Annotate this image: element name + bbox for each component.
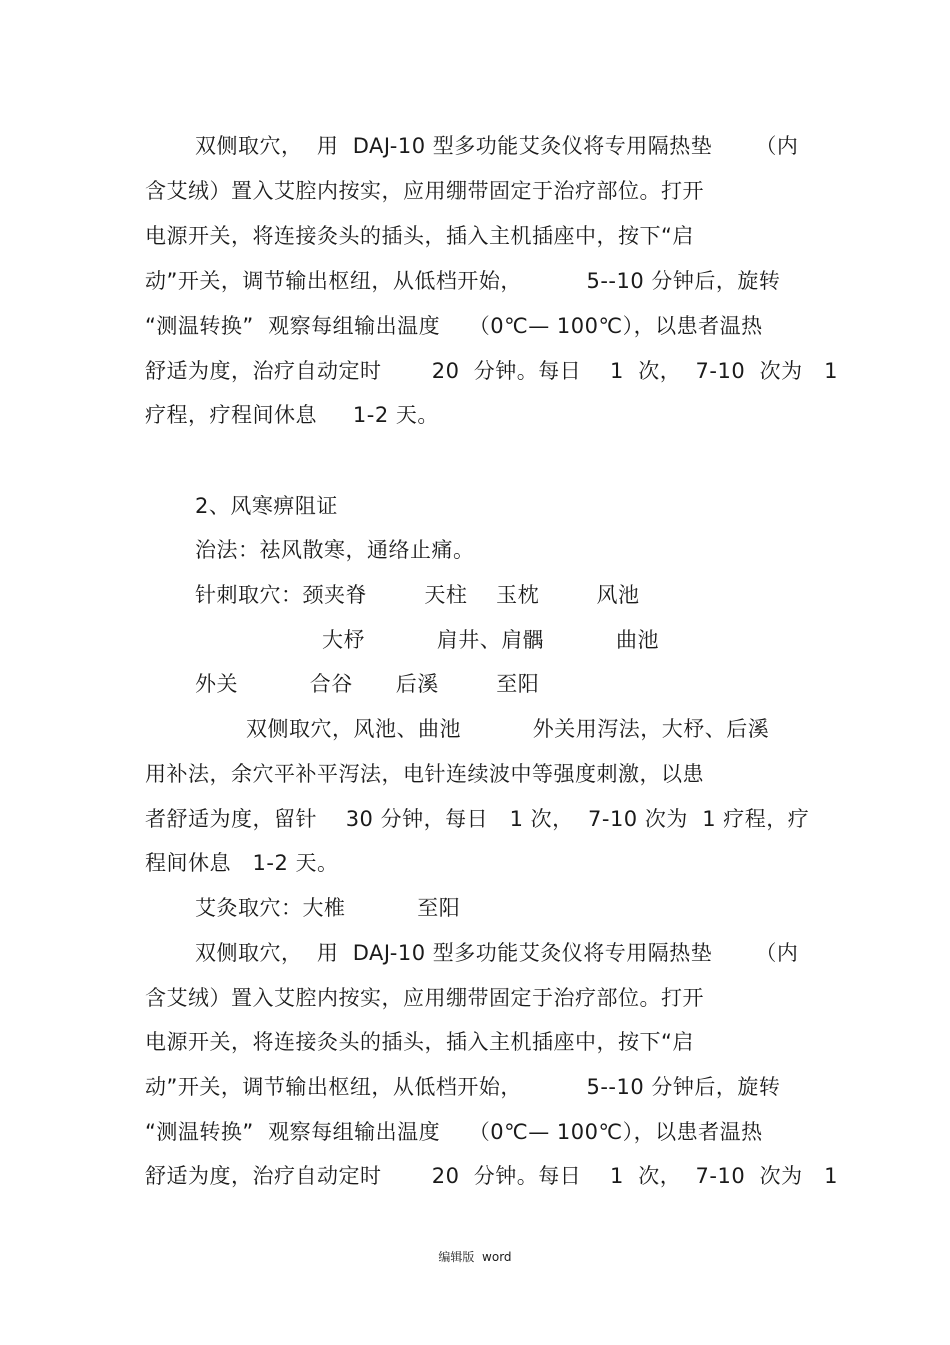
text-line: 电源开关，将连接灸头的插头，插入主机插座中，按下“启 (145, 1030, 694, 1054)
text-line: 艾灸取穴：大椎 至阳 (195, 896, 461, 920)
text-line: 舒适为度，治疗自动定时 20 分钟。每日 1 次， 7-10 次为 1 (145, 359, 838, 383)
text-line: 动”开关，调节输出枢纽，从低档开始， 5--10 分钟后，旋转 (145, 269, 781, 293)
text-line: 用补法，余穴平补平泻法，电针连续波中等强度刺激，以患 (145, 762, 704, 786)
page-footer: 编辑版 word (438, 1250, 512, 1264)
text-line: 大杼 肩井、肩髃 曲池 (322, 628, 660, 652)
text-line: 含艾绒）置入艾腔内按实，应用绷带固定于治疗部位。打开 (145, 986, 704, 1010)
text-line: 疗程，疗程间休息 1-2 天。 (145, 403, 439, 427)
text-line: “测温转换” 观察每组输出温度 （0℃— 100℃），以患者温热 (145, 1120, 763, 1144)
text-line: 动”开关，调节输出枢纽，从低档开始， 5--10 分钟后，旋转 (145, 1075, 781, 1099)
text-line: 者舒适为度，留针 30 分钟，每日 1 次， 7-10 次为 1 疗程，疗 (145, 807, 810, 831)
text-line: 治法：祛风散寒，通络止痛。 (195, 538, 475, 562)
text-line: 程间休息 1-2 天。 (145, 851, 339, 875)
text-line: 电源开关，将连接灸头的插头，插入主机插座中，按下“启 (145, 224, 694, 248)
text-line: 双侧取穴， 用 DAJ-10 型多功能艾灸仪将专用隔热垫 （内 (195, 134, 799, 158)
text-line: 舒适为度，治疗自动定时 20 分钟。每日 1 次， 7-10 次为 1 (145, 1164, 838, 1188)
text-line: 双侧取穴， 用 DAJ-10 型多功能艾灸仪将专用隔热垫 （内 (195, 941, 799, 965)
text-line: 双侧取穴，风池、曲池 外关用泻法，大杼、后溪 (246, 717, 770, 741)
section-heading: 2、风寒痹阻证 (195, 494, 338, 518)
text-line: 外关 合谷 后溪 至阳 (195, 672, 540, 696)
text-line: “测温转换” 观察每组输出温度 （0℃— 100℃），以患者温热 (145, 314, 763, 338)
text-line: 针刺取穴：颈夹脊 天柱 玉枕 风池 (195, 583, 640, 607)
text-line: 含艾绒）置入艾腔内按实，应用绷带固定于治疗部位。打开 (145, 179, 704, 203)
